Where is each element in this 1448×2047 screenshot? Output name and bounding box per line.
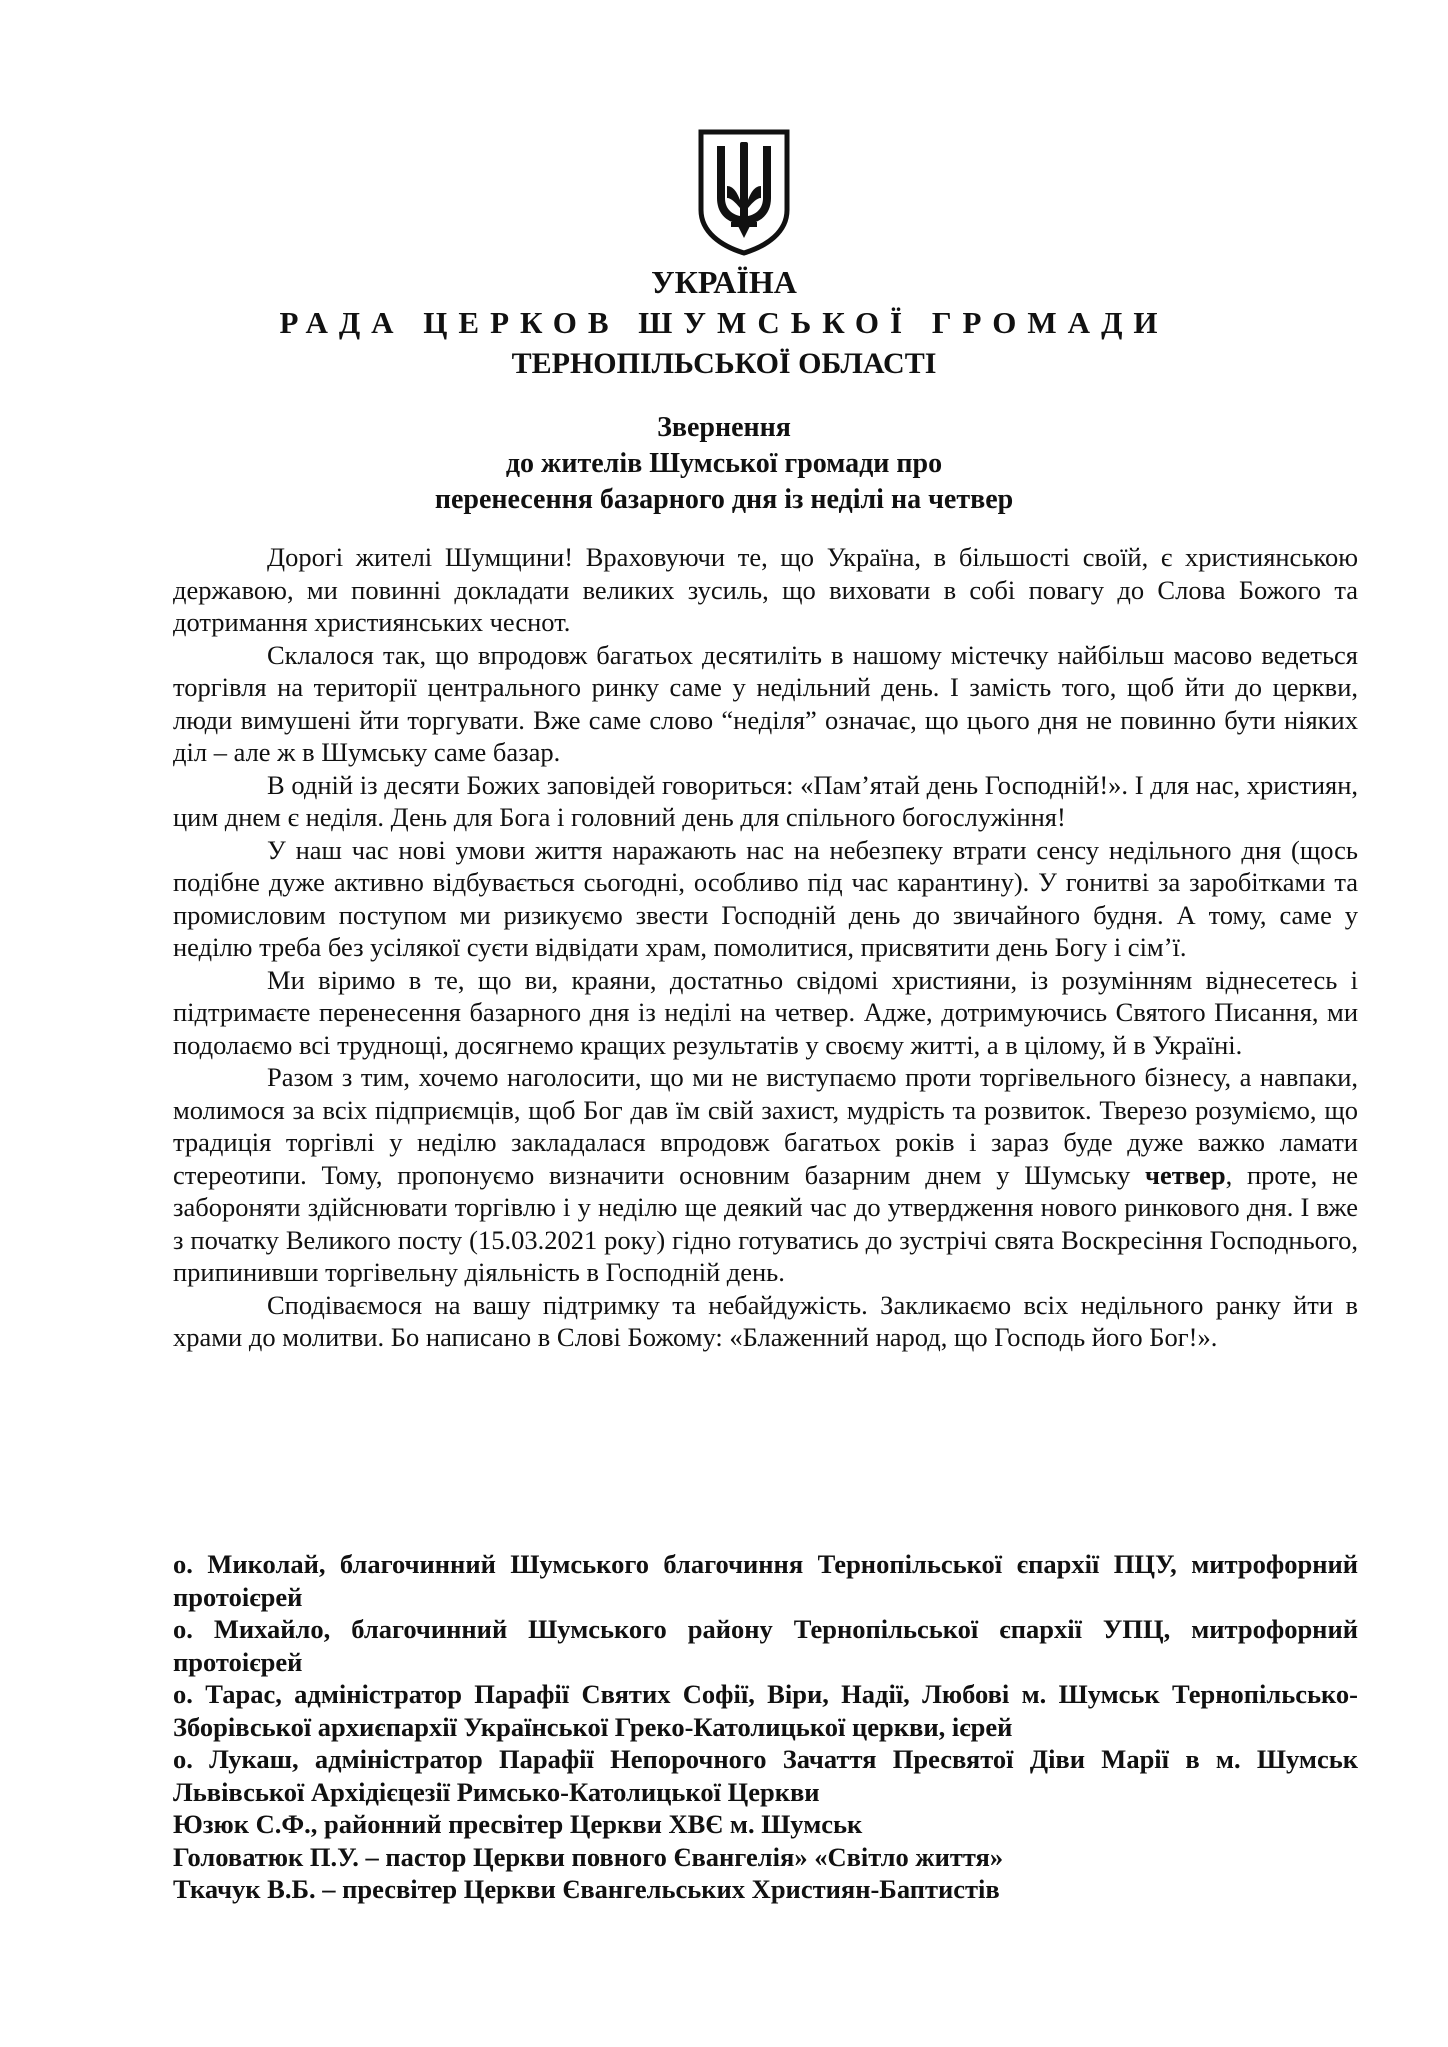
appeal-title-line-2: до жителів Шумської громади про bbox=[505, 448, 943, 479]
paragraph-7: Сподіваємося на вашу підтримку та небайдужість. Закликаємо всіх недільного ранку йти в храми до молитви. Бо написано в Слові Божому: «Блаженний народ, що Господь його Бог!». bbox=[173, 1289, 1358, 1352]
signatory-3: о. Тарас, адміністратор Парафії Святих Софії, Віри, Надії, Любові м. Шумськ Тернопільсько-Зборівської архиєпархії Української Греко-Католицької церкви, ієрей bbox=[173, 1679, 1358, 1742]
paragraph-6-bold-day: четвер bbox=[1145, 1159, 1226, 1190]
paragraph-6-text-end: , проте, не забороняти здійснювати торгівлю і у неділю ще деякий час до утвердження нового ринкового дня. І вже з початку Великого посту (15.03.2021 року) гідно готуватись до зустрічі свята Воскресіння Господнього, припинивши торгівельну діяльність в Господній день. bbox=[173, 1159, 1358, 1287]
appeal-title-line-1: Звернення bbox=[657, 412, 791, 443]
trident-emblem-icon bbox=[697, 128, 791, 256]
signatories-list bbox=[173, 1548, 1358, 1906]
signatory-4: о. Лукаш, адміністратор Парафії Непорочного Зачаття Пресвятої Діви Марії в м. Шумськ Львівської Архідієцезії Римсько-Католицької Церкви bbox=[173, 1744, 1358, 1807]
region-heading: ТЕРНОПІЛЬСЬКОЇ ОБЛАСТІ bbox=[511, 347, 937, 380]
signatory-7: Ткачук В.Б. – пресвітер Церкви Євангельських Християн-Баптистів bbox=[173, 1874, 1000, 1904]
paragraph-6-text-start: Разом з тим, хочемо наголосити, що ми не виступаємо проти торгівельного бізнесу, а навпаки, молимося за всіх підприємців, щоб Бог дав їм свій захист, мудрість та розвиток. Тверезо розуміємо, що традиція торгівлі у неділю закладалася впродовж багатьох років і зараз буде дуже важко ламати стереотипи. Тому, пропонуємо визначити основним базарним днем у Шумську bbox=[173, 1062, 1358, 1190]
paragraph-5: Ми віримо в те, що ви, краяни, достатньо свідомі християни, із розумінням віднесетесь і підтримаєте перенесення базарного дня із неділі на четвер. Адже, дотримуючись Святого Писання, ми подолаємо всі труднощі, досягнемо кращих результатів у своєму житті, а в цілому, й в Україні. bbox=[173, 964, 1358, 1060]
appeal-body bbox=[173, 541, 1358, 1354]
council-heading: РАДА ЦЕРКОВ ШУМСЬКОЇ ГРОМАДИ bbox=[279, 305, 1169, 340]
paragraph-4: У наш час нові умови життя наражають нас на небезпеку втрати сенсу недільного дня (щось подібне дуже активно відбувається сьогодні, особливо під час карантину). У гонитві за заробітками та промисловим поступом ми ризикуємо звести Господній день до звичайного будня. А тому, саме у неділю треба без усілякої суєти відвідати храм, помолитися, присвятити день Богу і сім’ї. bbox=[173, 834, 1358, 962]
signatory-6: Головатюк П.У. – пастор Церкви повного Євангелія» «Світло життя» bbox=[173, 1841, 1004, 1872]
paragraph-1: Дорогі жителі Шумщини! Враховуючи те, що Україна, в більшості своїй, є християнською державою, ми повинні докладати великих зусиль, що виховати в собі повагу до Слова Божого та дотримання християнських чеснот. bbox=[173, 542, 1358, 637]
signatory-5: Юзюк С.Ф., районний пресвітер Церкви ХВЄ м. Шумськ bbox=[173, 1809, 863, 1839]
paragraph-3: В одній із десяти Божих заповідей говориться: «Пам’ятай день Господній!». І для нас, християн, цим днем є неділя. День для Бога і головний день для спільного богослужіння! bbox=[173, 769, 1358, 832]
paragraph-2: Склалося так, що впродовж багатьох десятиліть в нашому містечку найбільш масово ведеться торгівля на території центрального ринку саме у недільний день. І замість того, щоб йти до церкви, люди вимушені йти торгувати. Вже саме слово “неділя” означає, що цього дня не повинно бути ніяких діл – але ж в Шумську саме базар. bbox=[173, 639, 1358, 767]
signatory-1: о. Миколай, благочинний Шумського благочиння Тернопільської єпархії ПЦУ, митрофорний протоієрей bbox=[173, 1549, 1358, 1612]
appeal-title-line-3: перенесення базарного дня із неділі на четвер bbox=[434, 484, 1014, 515]
appeal-title bbox=[160, 410, 1288, 518]
signatory-2: о. Михайло, благочинний Шумського району Тернопільської єпархії УПЦ, митрофорний протоієрей bbox=[173, 1614, 1358, 1677]
country-heading: УКРАЇНА bbox=[651, 264, 797, 300]
paragraph-6 bbox=[173, 1061, 1358, 1289]
